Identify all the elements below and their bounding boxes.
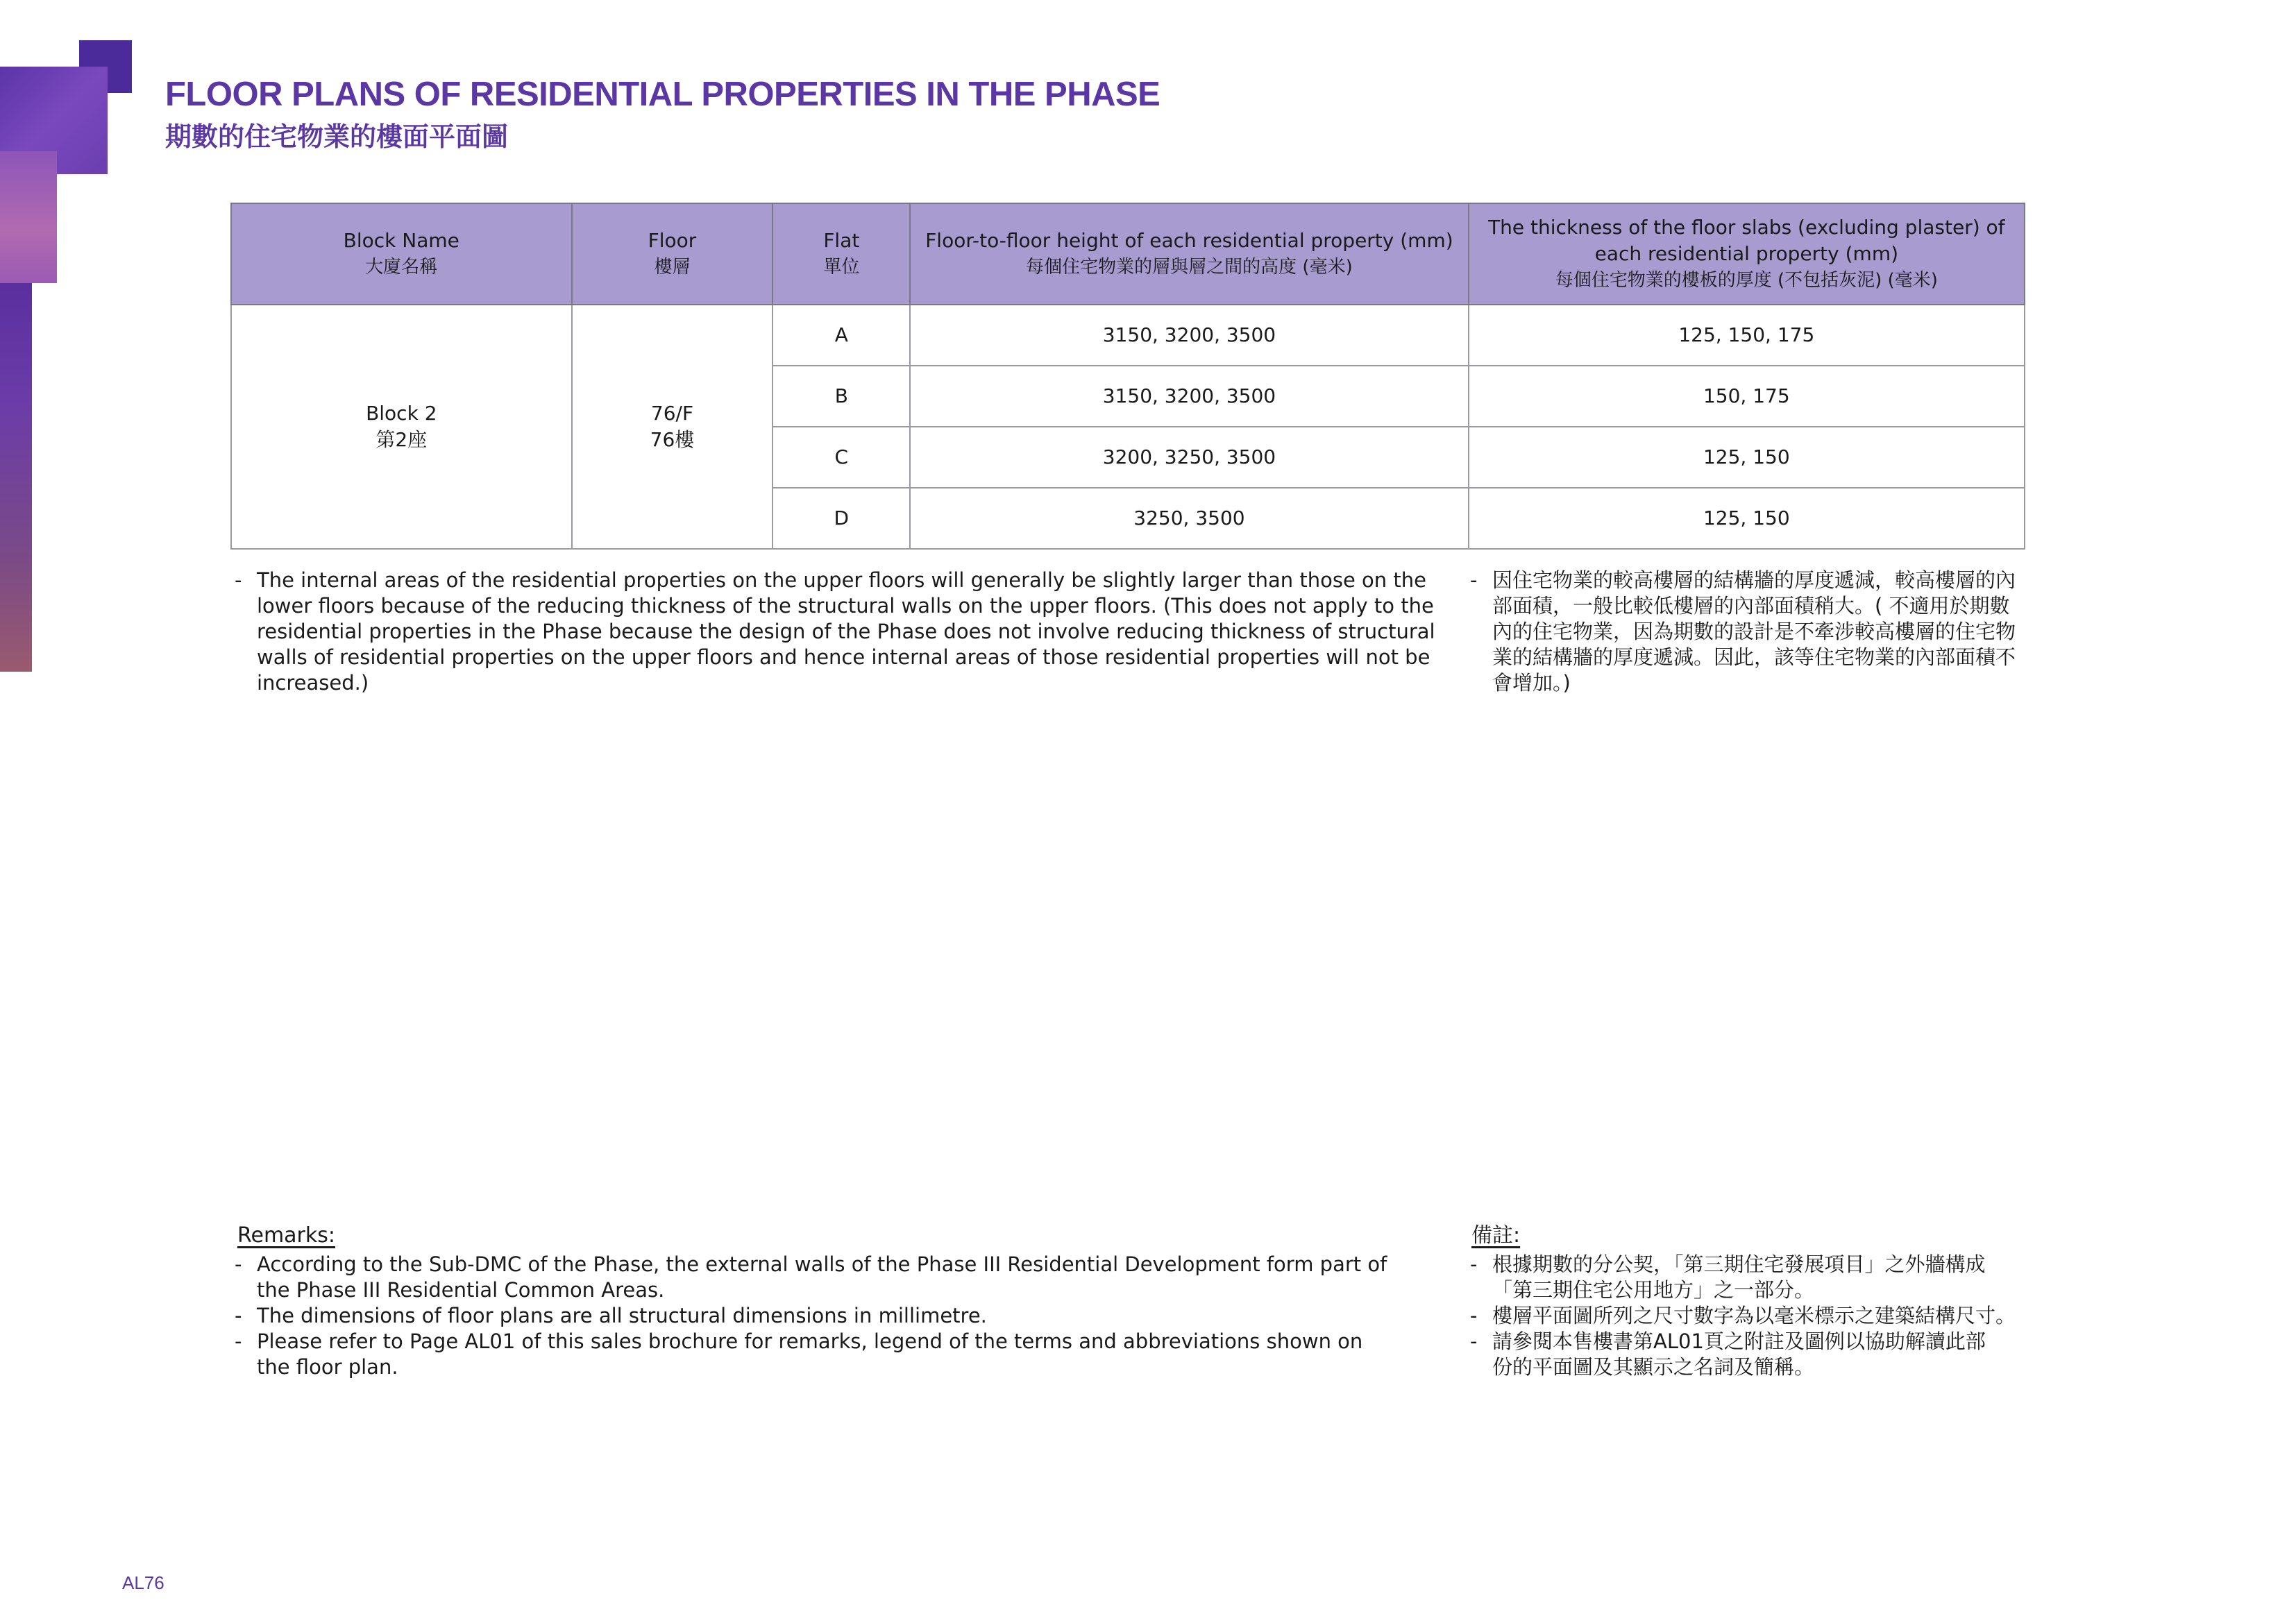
bullet-dash: -: [1470, 1252, 1478, 1276]
header-slab-thickness: [1469, 203, 2025, 305]
remark-text: 根據期數的分公契，「第三期住宅發展項目」之外牆構成「第三期住宅公用地方」之一部分。: [1492, 1252, 1986, 1302]
remark-item: [235, 1303, 1401, 1329]
thickness-cell: 150, 175: [1469, 366, 2025, 427]
remark-text: According to the Sub-DMC of the Phase, the external walls of the Phase III Residential Development form part of the Phase III Residential Common Areas.: [257, 1252, 1387, 1302]
internal-area-note-zh: [1470, 568, 2025, 696]
header-floor-height: [910, 203, 1468, 305]
height-cell: 3250, 3500: [910, 488, 1468, 549]
page-number: AL76: [122, 1572, 164, 1593]
header-zh: 每個住宅物業的樓板的厚度 (不包括灰泥) (毫米): [1555, 270, 1938, 291]
remark-text: Please refer to Page AL01 of this sales brochure for remarks, legend of the terms and abbreviations shown on the floor plan.: [257, 1329, 1363, 1379]
thickness-cell: 125, 150: [1469, 427, 2025, 488]
header-en: Floor-to-floor height of each residential property (mm): [925, 229, 1453, 252]
height-cell: 3150, 3200, 3500: [910, 305, 1468, 366]
remark-text: The dimensions of floor plans are all structural dimensions in millimetre.: [257, 1304, 987, 1327]
remark-item: [235, 1329, 1401, 1380]
header-block-name: [231, 203, 572, 305]
bullet-dash: -: [1470, 1329, 1478, 1353]
remark-item-zh: [1470, 1329, 1998, 1380]
bullet-dash: -: [235, 1252, 242, 1276]
floor-en: 76/F: [650, 402, 694, 425]
remarks-label-zh: 備註:: [1471, 1223, 1521, 1248]
header-zh: 單位: [823, 257, 860, 278]
header-en: The thickness of the floor slabs (excluding plaster) of each residential property (mm): [1488, 216, 2005, 265]
header-zh: 大廈名稱: [365, 257, 438, 278]
page-title-chinese: 期數的住宅物業的樓面平面圖: [165, 121, 509, 152]
bullet-dash: -: [235, 1329, 242, 1353]
flat-cell: D: [773, 488, 910, 549]
remark-text: 請參閱本售樓書第AL01頁之附註及圖例以協助解讀此部份的平面圖及其顯示之名詞及簡稱。: [1492, 1329, 1986, 1379]
remark-text: 樓層平面圖所列之尺寸數字為以毫米標示之建築結構尺寸。: [1492, 1304, 2016, 1327]
flat-cell: B: [773, 366, 910, 427]
table-header-row: [231, 203, 2025, 305]
page-title: FLOOR PLANS OF RESIDENTIAL PROPERTIES IN THE PHASE: [165, 76, 1160, 113]
decorative-square: [0, 151, 57, 283]
bullet-dash: -: [1470, 1304, 1478, 1327]
bullet-dash: -: [235, 568, 242, 592]
thickness-cell: 125, 150, 175: [1469, 305, 2025, 366]
flat-cell: C: [773, 427, 910, 488]
height-cell: 3150, 3200, 3500: [910, 366, 1468, 427]
header-zh: 每個住宅物業的層與層之間的高度 (毫米): [1026, 257, 1353, 278]
internal-area-note-en: [235, 568, 1462, 696]
table-row: [231, 305, 2025, 366]
decorative-bar: [0, 283, 32, 672]
bullet-dash: -: [235, 1304, 242, 1327]
header-en: Block Name: [343, 229, 459, 252]
flat-cell: A: [773, 305, 910, 366]
block-name-zh: 第2座: [375, 428, 428, 451]
remark-item-zh: [1470, 1252, 2025, 1303]
remark-item: [235, 1252, 1401, 1303]
header-zh: 樓層: [654, 257, 691, 278]
remarks-label: Remarks:: [237, 1223, 336, 1248]
header-en: Flat: [823, 229, 860, 252]
remark-item-zh: [1470, 1303, 2025, 1329]
floor-height-table: [230, 203, 2025, 550]
height-cell: 3200, 3250, 3500: [910, 427, 1468, 488]
block-name-cell: [231, 305, 572, 549]
header-en: Floor: [648, 229, 697, 252]
note-text: The internal areas of the residential properties on the upper floors will generally be slightly larger than those on the lower floors because of the reducing thickness of the structural walls on the upper floors. (This does not apply to the residential properties in the Phase because the design of the Phase does not involve reducing thickness of structural walls of residential properties on the upper floors and hence internal areas of those residential properties will not be increased.): [257, 568, 1435, 695]
bullet-dash: -: [1470, 568, 1478, 592]
note-text: 因住宅物業的較高樓層的結構牆的厚度遞減，較高樓層的內部面積，一般比較低樓層的內部面積稍大。( 不適用於期數內的住宅物業，因為期數的設計是不牽涉較高樓層的住宅物業的結構牆的厚度遞減。因此，該等住宅物業的內部面積不會增加。): [1492, 568, 2016, 695]
floor-cell: [572, 305, 773, 549]
thickness-cell: 125, 150: [1469, 488, 2025, 549]
block-name-en: Block 2: [366, 402, 437, 425]
floor-zh: 76樓: [650, 428, 695, 451]
header-flat: [773, 203, 910, 305]
header-floor: [572, 203, 773, 305]
